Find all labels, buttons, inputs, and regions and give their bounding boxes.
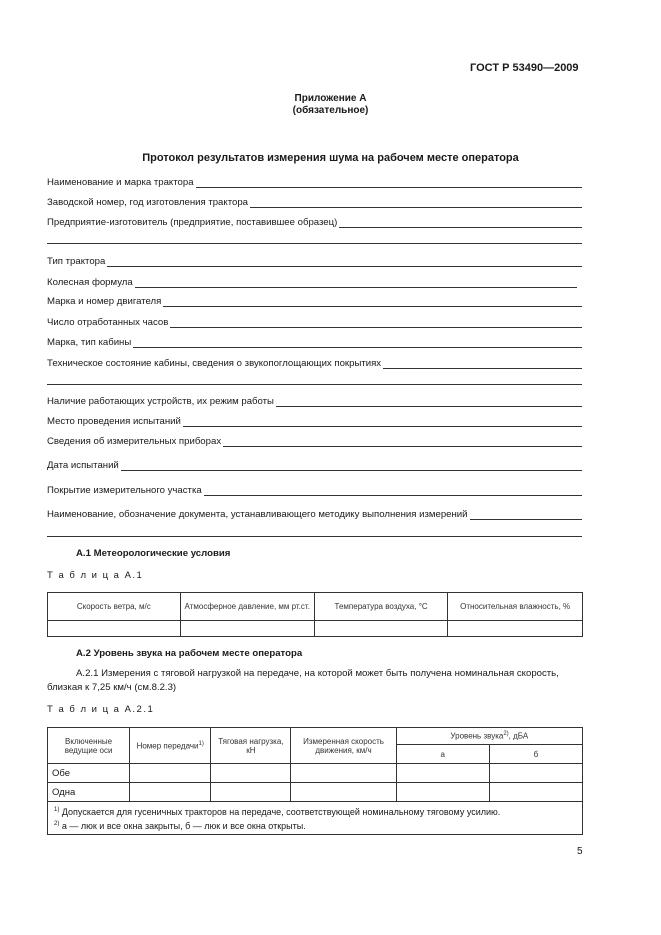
section-a2-title: А.2 Уровень звука на рабочем месте оператора	[76, 648, 303, 659]
field-cabin-condition[interactable]: Техническое состояние кабины, сведения о звукопоглощающих покрытиях	[47, 356, 582, 369]
field-serial-number[interactable]: Заводской номер, год изготовления трактора	[47, 195, 582, 208]
table-header: Измеренная скорость движения, км/ч	[291, 728, 396, 764]
fill-line	[163, 296, 582, 307]
field-test-date[interactable]: Дата испытаний	[47, 458, 582, 471]
table-header: Уровень звука$^{2)}$, дБА	[396, 728, 582, 745]
table-cell[interactable]	[48, 621, 181, 637]
fill-line	[470, 509, 582, 520]
fill-line	[204, 485, 582, 496]
fill-line	[170, 317, 582, 328]
fill-line	[47, 536, 582, 537]
table-a21	[47, 727, 583, 835]
field-method-doc[interactable]: Наименование, обозначение документа, устанавливающего методику выполнения измерений	[47, 507, 582, 520]
fill-line	[276, 396, 582, 407]
table-cell[interactable]	[314, 621, 447, 637]
table-cell[interactable]	[448, 621, 583, 637]
paragraph-a21: А.2.1 Измерения с тяговой нагрузкой на передаче, на которой может быть получена номинальная скорость, близкая к 7,25 км/ч (см.8.2.3)	[47, 668, 559, 693]
table-footnotes	[48, 802, 583, 835]
fill-line	[47, 384, 582, 385]
table-cell[interactable]	[211, 783, 291, 802]
protocol-title: Протокол результатов измерения шума на рабочем месте оператора	[142, 152, 519, 164]
fill-line	[223, 436, 582, 447]
section-a1-title: А.1 Метеорологические условия	[76, 548, 231, 559]
table-cell[interactable]	[130, 783, 211, 802]
table-cell[interactable]	[211, 764, 291, 783]
fill-line	[47, 243, 582, 244]
fill-line	[135, 277, 577, 288]
table-header: Относительная влажность, %	[448, 593, 583, 621]
field-manufacturer[interactable]: Предприятие-изготовитель (предприятие, поставившее образец)	[47, 215, 582, 228]
field-engine[interactable]: Марка и номер двигателя	[47, 294, 582, 307]
field-tractor-name[interactable]: Наименование и марка трактора	[47, 175, 582, 188]
fill-line	[183, 416, 582, 427]
fill-line	[250, 197, 582, 208]
table-subheader: а	[396, 745, 489, 764]
fill-line	[196, 177, 582, 188]
fill-line	[133, 337, 582, 348]
table-a1-title: Т а б л и ц а А.1	[47, 570, 144, 581]
table-subheader: б	[489, 745, 582, 764]
table-header: Атмосферное давление, мм рт.ст.	[180, 593, 314, 621]
table-header: Номер передачи$^{1)}$	[130, 728, 211, 764]
field-test-place[interactable]: Место проведения испытаний	[47, 414, 582, 427]
table-cell[interactable]	[396, 783, 489, 802]
table-cell[interactable]	[291, 783, 396, 802]
table-row-label: Одна	[48, 783, 130, 802]
field-devices[interactable]: Наличие работающих устройств, их режим работы	[47, 394, 582, 407]
table-cell[interactable]	[291, 764, 396, 783]
appendix-subtitle: (обязательное)	[292, 105, 369, 116]
field-hours[interactable]: Число отработанных часов	[47, 315, 582, 328]
footnote-2: $^{2)}$ а — люк и все окна закрыты, б — люк и все окна открыты.	[54, 821, 306, 831]
table-row-label: Обе	[48, 764, 130, 783]
field-instruments[interactable]: Сведения об измерительных приборах	[47, 434, 582, 447]
table-cell[interactable]	[180, 621, 314, 637]
table-cell[interactable]	[489, 764, 582, 783]
fill-line	[121, 460, 582, 471]
field-wheel-formula[interactable]: Колесная формула	[47, 275, 577, 288]
table-header: Тяговая нагрузка, кН	[211, 728, 291, 764]
field-tractor-type[interactable]: Тип трактора	[47, 254, 582, 267]
footnote-1: $^{1)}$ Допускается для гусеничных тракторов на передаче, соответствующей номинальному тяговому усилию.	[54, 807, 501, 817]
fill-line	[107, 256, 582, 267]
table-header: Скорость ветра, м/с	[48, 593, 181, 621]
standard-number: ГОСТ Р 53490—2009	[470, 62, 579, 74]
fill-line	[383, 358, 582, 369]
page-number: 5	[577, 846, 583, 857]
table-cell[interactable]	[489, 783, 582, 802]
table-cell[interactable]	[396, 764, 489, 783]
table-header: Температура воздуха, °С	[314, 593, 447, 621]
field-surface[interactable]: Покрытие измерительного участка	[47, 483, 582, 496]
field-cabin[interactable]: Марка, тип кабины	[47, 335, 582, 348]
table-cell[interactable]	[130, 764, 211, 783]
table-header: Включенные ведущие оси	[48, 728, 130, 764]
table-a21-title: Т а б л и ц а А.2.1	[47, 704, 155, 715]
table-a1	[47, 592, 583, 637]
appendix-title: Приложение А	[294, 93, 367, 104]
fill-line	[339, 217, 582, 228]
